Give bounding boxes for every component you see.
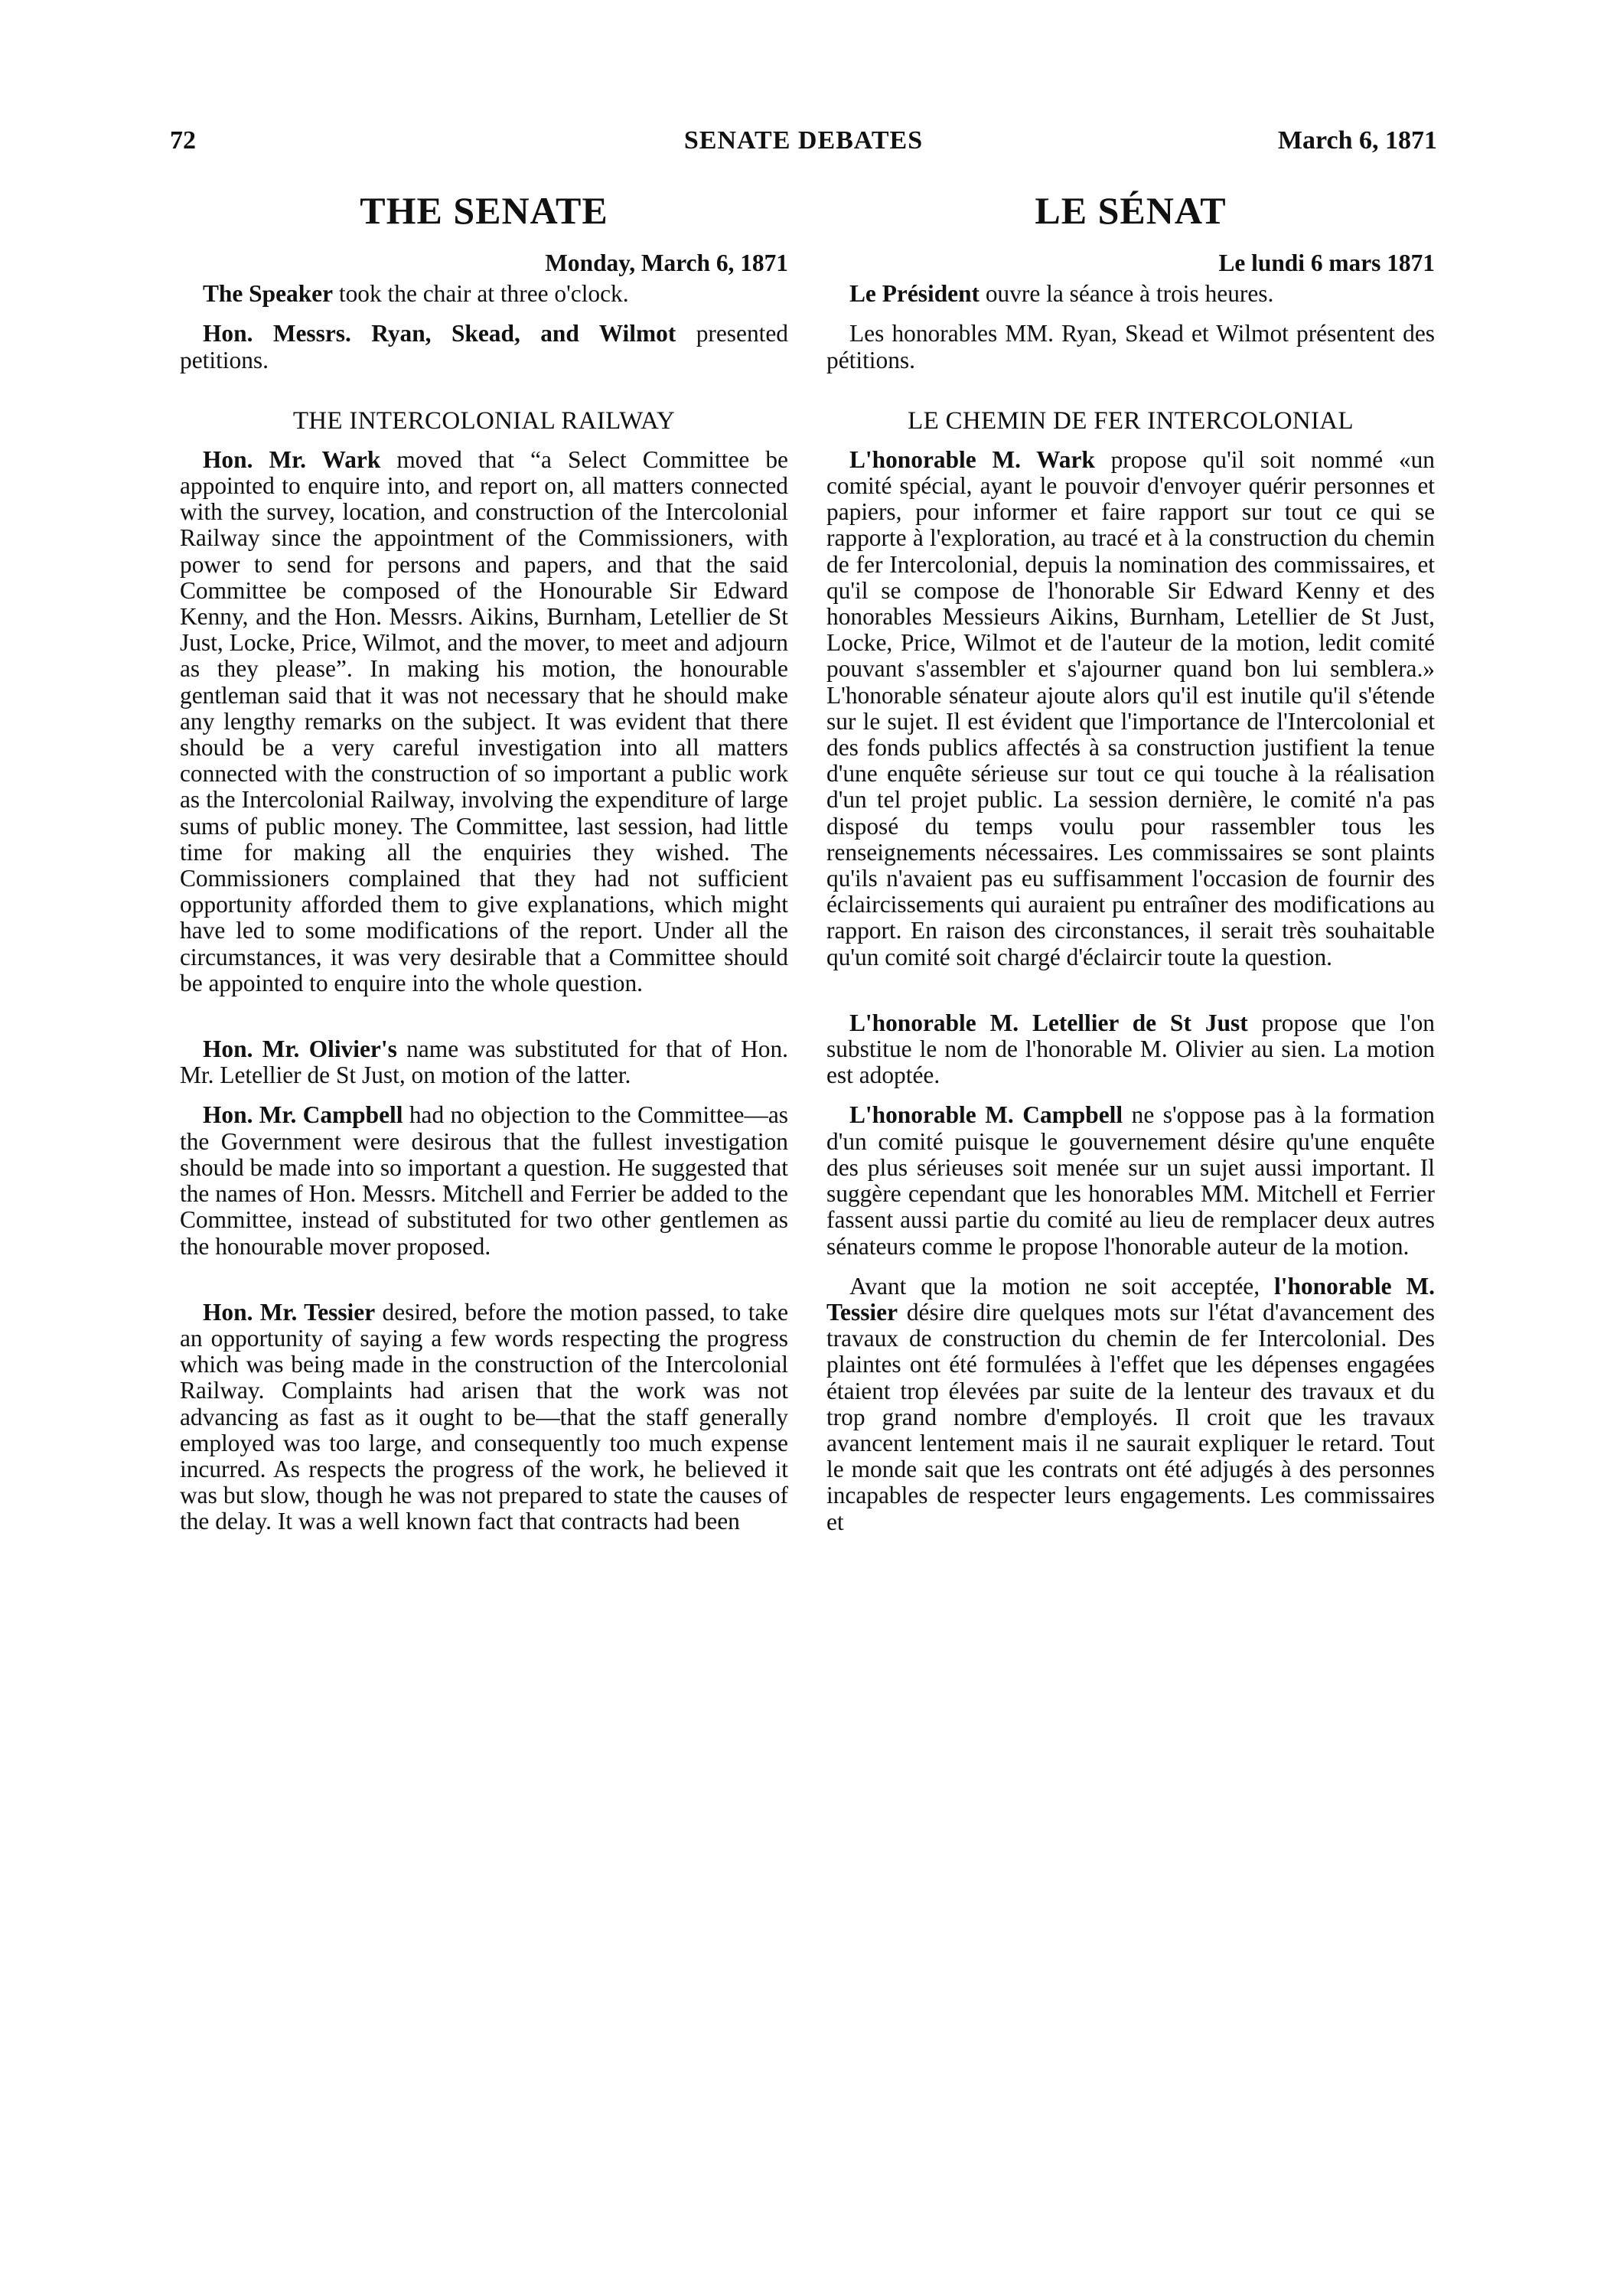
english-tessier-paragraph: Hon. Mr. Tessier desired, before the motion passed, to take an opportunity of saying a few words respecting the progress which was being made in the construction of the Intercolonial Railway. Complaints had arisen that the work was not advancing as fast as it ought to be—that the staff generally employed was too large, and consequently too much expense incurred. As respects the progress of the work, he believed it was but slow, though he was not prepared to state the causes of the delay. It was a well known fact that contracts had been [180,1298,789,1535]
english-sitting-date: Monday, March 6, 1871 [545,249,788,276]
french-sitting-date: Le lundi 6 mars 1871 [1218,249,1435,276]
speaker-wark: Hon. Mr. Wark [203,445,381,473]
speaker-tessier: Hon. Mr. Tessier [203,1298,376,1326]
orateur-letellier: L'honorable M. Letellier de St Just [849,1009,1248,1036]
english-olivier-paragraph: Hon. Mr. Olivier's name was substituted for that of Hon. Mr. Letellier de St Just, on motion of the latter. [180,1035,788,1089]
orateur-campbell: L'honorable M. Campbell [849,1101,1123,1129]
english-petitions-paragraph: Hon. Messrs. Ryan, Skead, and Wilmot presented petitions. [180,320,788,373]
french-tessier-paragraph: Avant que la motion ne soit acceptée, l'honorable M. Tessier désire dire quelques mots sur l'état d'avancement des travaux de construction du chemin de fer Intercolonial. Des plaintes ont été formulées à l'effet que les dépenses engagées étaient trop élevées par suite de la lenteur des travaux et du trop grand nombre d'employés. Il croit que les travaux avancent lentement mais il ne saurait expliquer le retard. Tout le monde sait que les contrats ont été adjugés à des personnes incapables de respecter leurs engagements. Les commissaires et [826,1272,1435,1535]
english-speaker-paragraph: The Speaker took the chair at three o'clock. [203,280,629,308]
english-section-title: THE INTERCOLONIAL RAILWAY [292,406,676,435]
english-column [180,188,788,1549]
page-number: 72 [170,126,196,155]
senators-names: Hon. Messrs. Ryan, Skead, and Wilmot [203,320,676,347]
french-speaker-paragraph: Le Président ouvre la séance à trois heures. [849,280,1274,308]
english-wark-paragraph: Hon. Mr. Wark moved that “a Select Committee be appointed to enquire into, and report on, all matters connected with the survey, location, and construction of the Intercolonial Railway since the appointment of the Commissioners, with power to send for persons and papers, and that the said Committee be composed of the Honourable Sir Edward Kenny, and the Hon. Messrs. Aikins, Burnham, Letellier de St Just, Locke, Price, Wilmot, and the mover, to meet and adjourn as they please”. In making his motion, the honourable gentleman said that it was not necessary that he should make any lengthy remarks on the subject. It was evident that there should be a very careful investigation into all matters connected with the construction of so important a public work as the Intercolonial Railway, involving the expenditure of large sums of public money. The Committee, last session, had little time for making all the enquiries they wished. The Commissioners complained that they had not sufficient opportunity afforded them to give explanations, which might have led to some modifications of the report. Under all the circumstances, it was very desirable that a Committee should be appointed to enquire into the whole question. [180,445,788,996]
english-campbell-paragraph: Hon. Mr. Campbell had no objection to the Committee—as the Government were desirous that the fullest investigation should be made into so important a question. He suggested that the names of Hon. Messrs. Mitchell and Ferrier be added to the Committee, instead of substituted for two other gentlemen as the honourable mover proposed. [180,1101,788,1260]
president-name: Le Président [849,280,980,308]
running-header [170,126,1437,165]
speaker-olivier: Hon. Mr. Olivier's [203,1035,397,1063]
orateur-wark: L'honorable M. Wark [849,445,1095,473]
speaker-name: The Speaker [203,280,334,308]
orateur-tessier: l'honorable M. Tessier [826,1272,1435,1326]
french-wark-paragraph: L'honorable M. Wark propose qu'il soit nommé «un comité spécial, ayant le pouvoir d'envoyer quérir personnes et papiers, pour informer et faire rapport sur tout ce qui se rapporte à l'exploration, au tracé et à la construction du chemin de fer Intercolonial, depuis la nomination des commissaires, et qu'il se compose de l'honorable Sir Edward Kenny et des honorables Messieurs Aikins, Burnham, Letellier de St Just, Locke, Price, Wilmot et de l'auteur de la motion, ledit comité pouvant s'assembler et s'ajourner quand bon lui semblera.» L'honorable sénateur ajoute alors qu'il est inutile qu'il s'étende sur le sujet. Il est évident que l'importance de l'Intercolonial et des fonds publics affectés à sa construction justifient la tenue d'une enquête sérieuse sur tout ce qui touche à la réalisation d'un tel projet public. La session dernière, le comité n'a pas disposé du temps voulu pour rassembler tous les renseignements nécessaires. Les commissaires se sont plaints qu'ils n'avaient pas eu suffisamment l'occasion de fournir des éclaircissements qui auraient pu entraîner des modifications au rapport. En raison des circonstances, il serait très souhaitable qu'un comité soit chargé d'éclaircir toute la question. [826,445,1435,970]
french-section-title: LE CHEMIN DE FER INTERCOLONIAL [908,406,1354,435]
french-petitions-paragraph: Les honorables MM. Ryan, Skead et Wilmot présentent des pétitions. [826,320,1435,373]
speaker-campbell: Hon. Mr. Campbell [203,1101,403,1129]
french-column [826,188,1435,1549]
french-letellier-paragraph: L'honorable M. Letellier de St Just propose que l'on substitue le nom de l'honorable M. Olivier au sien. La motion est adoptée. [826,1009,1435,1089]
english-heading: THE SENATE [360,189,608,232]
header-date: March 6, 1871 [1277,126,1437,155]
french-heading: LE SÉNAT [1035,189,1227,232]
publication-title: SENATE DEBATES [683,126,924,155]
french-campbell-paragraph: L'honorable M. Campbell ne s'oppose pas à la formation d'un comité puisque le gouvernement désire qu'une enquête des plus sérieuses soit menée sur un sujet aussi important. Il suggère cependant que les honorables MM. Mitchell et Ferrier fassent aussi partie du comité au lieu de remplacer deux autres sénateurs comme le propose l'honorable auteur de la motion. [826,1101,1435,1260]
